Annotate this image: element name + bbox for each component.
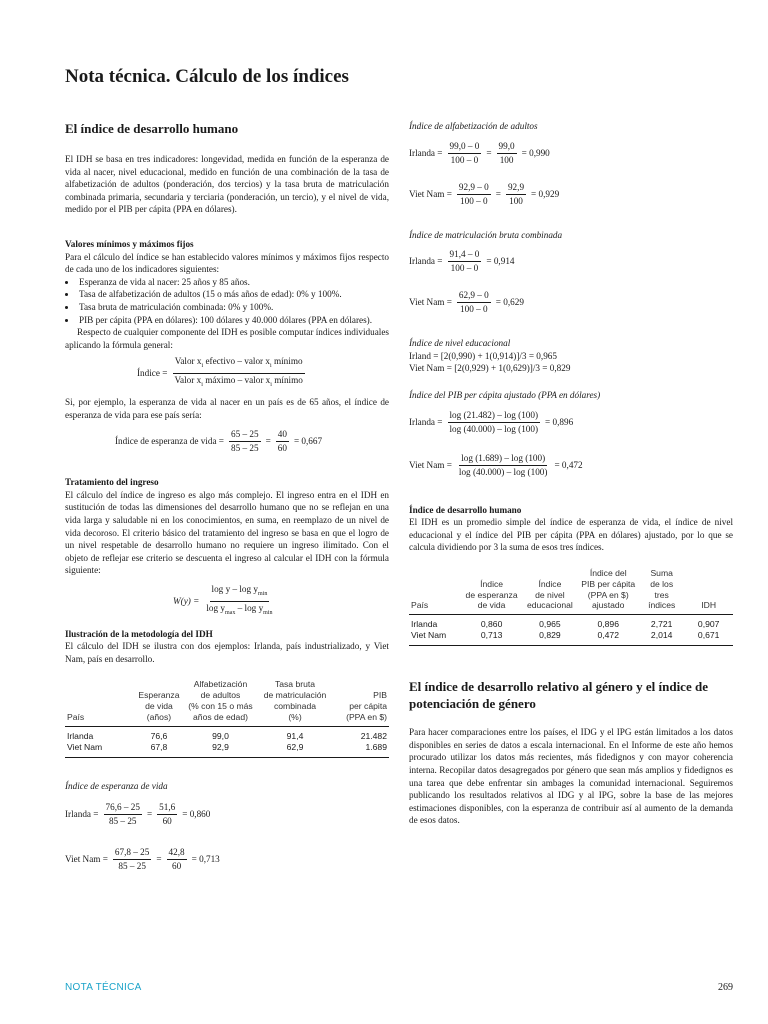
table-row: Irlanda 0,860 0,965 0,896 2,721 0,907 <box>411 619 720 630</box>
table-header: País <box>67 711 85 722</box>
formula-general: Índice = $\frac{Valor x_i efectivo - valor x_i mínimo}{Valor x_i máximo - valor x_i mínimo}$ <box>137 356 303 388</box>
paragraph-idh-result: El IDH es un promedio simple del índice de esperanza de vida, el índice de nivel educacional y el índice del PIB per cápita (PPA en dólares) ajustado, por lo que se calcula dividiendo por 3 la suma de esos tres índices. <box>409 517 733 553</box>
formula-w: W(y) = $\frac{\log y - \log y_{min}}{\log y_{max} - \log y_{min}}$ <box>173 583 273 616</box>
heading-nivel-index: Índice de nivel educacional <box>409 338 511 349</box>
formula-pib-vietnam: Viet Nam = $\frac{\log (1.689) - \log (100)}{\log (40.000) - \log (100)}$ = 0,472 <box>409 452 583 477</box>
heading-esperanza-index: Índice de esperanza de vida <box>65 780 168 791</box>
paragraph-intro: El IDH se basa en tres indicadores: longevidad, medida en función de la esperanza de vida al nacer, nivel educacional, medido en función de una combinación de la tasa de alfabetización de adultos (ponderación, dos tercios) y la tasa bruta de matriculación combinada primaria, secundaria y terciaria (ponderación, un tercio), y el nivel de vida, medido por el PIB per cápita (PPA en dólares). <box>65 154 389 215</box>
page-number: 269 <box>718 982 733 993</box>
subheading-idh-result: Índice de desarrollo humano <box>409 504 522 515</box>
paragraph-respecto: Respecto de cualquier componente del IDH es posible computar índices individuales aplicando la fórmula general: <box>65 327 389 350</box>
data-table-indicators <box>65 679 389 757</box>
formula-matric-vietnam: Viet Nam = $\frac{62,9 - 0}{100 - 0}$ = 0,629 <box>409 290 524 315</box>
table-row: Viet Nam 0,713 0,829 0,472 2,014 0,671 <box>411 630 720 641</box>
table-header: Índice de nivel educacional <box>526 578 573 611</box>
data-table-idh <box>409 568 733 646</box>
list-item: • PIB per cápita (PPA en dólares): 100 dólares y 40.000 dólares (PPA en dólares). <box>77 314 389 327</box>
footer-section-label: NOTA TÉCNICA <box>65 982 142 993</box>
table-header: IDH <box>701 600 717 611</box>
heading-matriculacion-index: Índice de matriculación bruta combinada <box>409 229 563 240</box>
paragraph-ejemplo: Si, por ejemplo, la esperanza de vida al nacer en un país es de 65 años, el índice de esperanza de vida para ese país sería: <box>65 396 389 420</box>
paragraph-ilustracion: El cálculo del IDH se ilustra con dos ejemplos: Irlanda, país industrializado, y Viet Nam, país en desarrollo. <box>65 641 389 664</box>
formula-nivel-irlanda: Irland = [2(0,990) + 1(0,914)]/3 = 0,965 <box>409 350 557 361</box>
heading-idh: El índice de desarrollo humano <box>65 121 239 136</box>
bullet-list <box>65 276 389 326</box>
table-row: Viet Nam 67,8 92,9 62,9 1.689 <box>67 741 387 752</box>
formula-esperanza-irlanda: Irlanda = $\frac{76,6 - 25}{85 - 25}$ = $\frac{51,6}{60}$ = 0,860 <box>65 802 211 827</box>
list-item: • Esperanza de vida al nacer: 25 años y 85 años. <box>77 276 389 289</box>
list-item: • Tasa de alfabetización de adultos (15 o más años de edad): 0% y 100%. <box>77 288 389 301</box>
paragraph-genero: Para hacer comparaciones entre los países, el IDG y el IPG están limitados a los datos disponibles en series de datos a escala internacional. En el Informe de este año hemos procurado utilizar los datos más recientes, más fidedignos y con mayor coherencia interna. Recopilar datos desagregados por género que sean más amplios y fidedignos es una tarea que debe enfrentar sin ambages la comunidad internacional. Seguiremos publicando los resultados relativos al IDG y al IPG, sobre la base de las mejores estimaciones disponibles, con la esperanza de contribuir así al aumento de la demanda de esos datos. <box>409 727 733 826</box>
table-row: Irlanda 76,6 99,0 91,4 21.482 <box>67 730 387 741</box>
formula-matric-irlanda: Irlanda = $\frac{91,4 - 0}{100 - 0}$ = 0,914 <box>409 249 515 274</box>
table-header: PIB per cápita (PPA en $) <box>346 690 387 722</box>
table-header: Alfabetización de adultos (% con 15 o más años de edad) <box>188 679 253 722</box>
right-column <box>409 120 733 827</box>
formula-nivel-vietnam: Viet Nam = [2(0,929) + 1(0,629)]/3 = 0,829 <box>409 363 571 374</box>
table-header: Suma de los tres índices <box>648 567 676 611</box>
formula-pib-irlanda: Irlanda = $\frac{\log (21.482) - \log (100)}{\log (40.000) - \log (100)}$ = 0,896 <box>409 409 574 434</box>
list-item: • Tasa bruta de matriculación combinada: 0% y 100%. <box>77 301 389 314</box>
table-header: Tasa bruta de matriculación combinada (%) <box>263 679 327 722</box>
formula-alfab-vietnam: Viet Nam = $\frac{92,9 - 0}{100 - 0}$ = $\frac{92,9}{100}$ = 0,929 <box>409 181 560 206</box>
formula-esperanza-vietnam: Viet Nam = $\frac{67,8 - 25}{85 - 25}$ = $\frac{42,8}{60}$ = 0,713 <box>65 847 220 872</box>
subheading-ilustracion: Ilustración de la metodología del IDH <box>65 628 213 639</box>
subheading-ingreso: Tratamiento del ingreso <box>65 477 159 488</box>
table-header: Índice de esperanza de vida <box>465 578 518 611</box>
heading-alfabetizacion-index: Índice de alfabetización de adultos <box>409 121 538 131</box>
heading-genero: El índice de desarrollo relativo al género y el índice de potenciación de género <box>409 679 708 712</box>
paragraph-valores: Para el cálculo del índice se han establecido valores mínimos y máximos fijos respecto de cada uno de los indicadores siguientes: <box>65 251 389 275</box>
subheading-valores: Valores mínimos y máximos fijos <box>65 238 194 249</box>
formula-ejemplo: Índice de esperanza de vida = $\frac{65 - 25}{85 - 25}$ = $\frac{40}{60}$ = 0,667 <box>115 429 323 454</box>
table-header: País <box>411 600 429 611</box>
page-title: Nota técnica. Cálculo de los índices <box>65 66 349 87</box>
table-header: Esperanza de vida (años) <box>138 690 180 722</box>
formula-alfab-irlanda: Irlanda = $\frac{99,0 - 0}{100 - 0}$ = $\frac{99,0}{100}$ = 0,990 <box>409 140 550 165</box>
table-header: Índice del PIB per cápita (PPA en $) ajustado <box>581 567 636 611</box>
left-column <box>65 120 389 872</box>
paragraph-ingreso: El cálculo del índice de ingreso es algo más complejo. El ingreso entra en el IDH en sustitución de todas las dimensiones del desarrollo humano que no se reflejan en una vida larga y saludable ni en los conocimientos, en suma, en reemplazo de un nivel de vida decoroso. El criterio básico del tratamiento del ingreso se basa en que el logro de un nivel respetable de desarrollo humano no requiere un ingreso ilimitado. Con el objeto de reflejar ese criterio se descuenta el ingreso al calcular el IDH con la fórmula siguiente: <box>65 489 389 576</box>
heading-pib-index: Índice del PIB per cápita ajustado (PPA en dólares) <box>409 389 601 400</box>
